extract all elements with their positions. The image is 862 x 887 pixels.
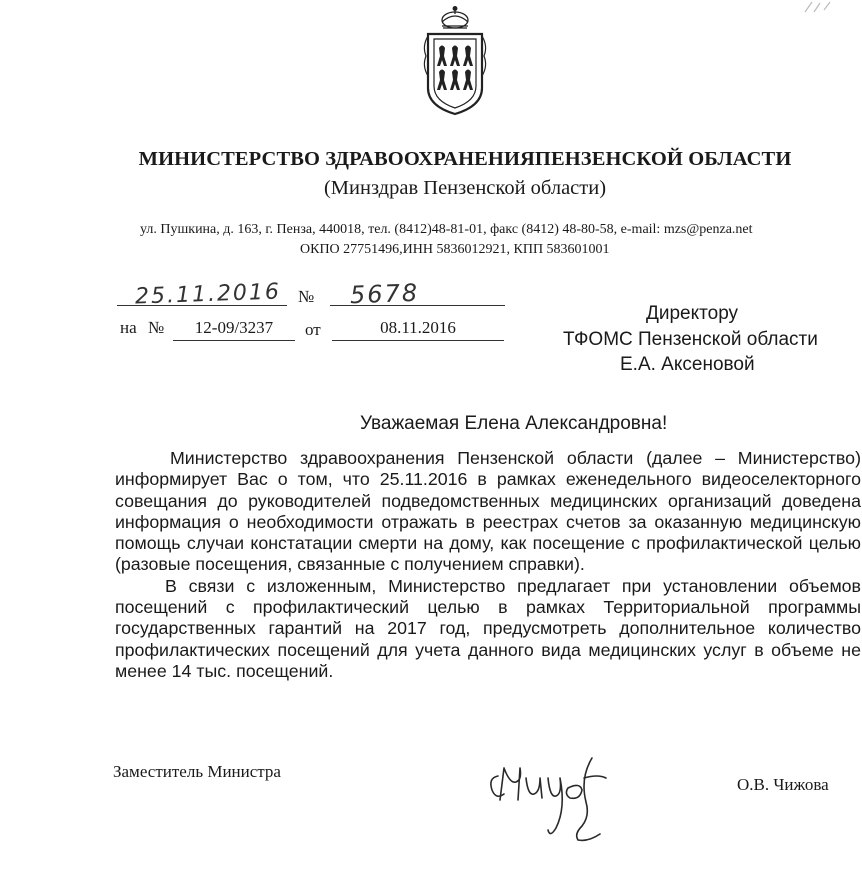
body-paragraph: Министерство здравоохранения Пензенской области (далее – Министерство) информирует Вас о том, что 25.11.2016 в рамках еженедельного видеоселекторного совещания до руководителей подведомственных медицинских организаций доведена информация о необходимости отражать в реестрах счетов за оказанную медицинскую помощь случаи констатации смерти на дому, как посещение с профилактической целью (разовые посещения, связанные с получением справки). (115, 448, 861, 575)
in-reply-date: 08.11.2016 (380, 318, 456, 337)
contact-address: ул. Пушкина, д. 163, г. Пенза, 440018, тел. (8412)48-81-01, факс (8412) 48-80-58, e-mail: mzs@penza.net (140, 222, 753, 237)
outgoing-number: 5678 (349, 278, 420, 310)
body-paragraph: В связи с изложенным, Министерство предлагает при установлении объемов посещений с профилактический целью в рамках Территориальной программы государственных гарантий на 2017 год, предусмотреть дополнительное количество профилактических посещений для учета данного вида медицинских услуг в объеме не менее 14 тыс. посещений. (115, 575, 861, 681)
registration-codes: ОКПО 27751496,ИНН 5836012921, КПП 583601001 (300, 242, 610, 257)
salutation: Уважаемая Елена Александровна! (360, 413, 668, 434)
addressee-name: Е.А. Аксеновой (620, 354, 755, 375)
number-label: № (298, 287, 315, 306)
outgoing-date: 25.11.2016 (134, 279, 282, 310)
in-reply-from-label: от (305, 320, 321, 339)
handwritten-signature-icon (470, 738, 630, 848)
letter-body (115, 448, 861, 682)
in-reply-date-underline (332, 340, 504, 341)
addressee-organization: ТФОМС Пензенской области (563, 329, 818, 350)
number-underline (330, 305, 505, 306)
ministry-name: МИНИСТЕРСТВО ЗДРАВООХРАНЕНИЯПЕНЗЕНСКОЙ ОБЛАСТИ (138, 148, 792, 170)
scan-corner-mark (800, 0, 860, 16)
in-reply-number-label: № (148, 318, 165, 337)
addressee-position: Директору (646, 303, 739, 324)
ministry-short-name: (Минздрав Пензенской области) (323, 177, 607, 199)
signer-title: Заместитель Министра (113, 762, 281, 781)
in-reply-number-underline (173, 340, 295, 341)
date-underline (117, 305, 287, 306)
in-reply-label: на (120, 318, 137, 337)
signer-name: О.В. Чижова (737, 775, 829, 794)
in-reply-number: 12-09/3237 (194, 318, 274, 337)
coat-of-arms-icon (420, 6, 490, 118)
